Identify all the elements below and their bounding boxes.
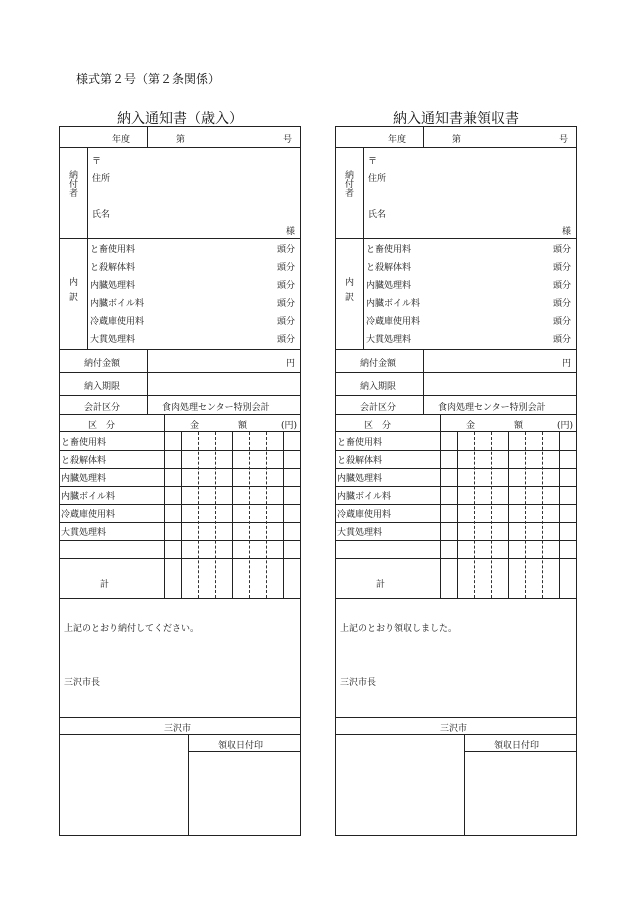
mayor-label: 三沢市長 xyxy=(340,678,377,688)
fee-row-label: 冷蔵庫使用料 xyxy=(61,510,116,520)
kin-label: 金 xyxy=(190,421,200,431)
nendo-label: 年度 xyxy=(112,135,131,145)
unit-label: 頭分 xyxy=(552,335,571,345)
sama-label: 様 xyxy=(561,227,571,237)
breakdown-label: 内訳 xyxy=(343,277,353,307)
deadline-row xyxy=(60,373,300,396)
form-title: 納入通知書兼領収書 xyxy=(393,111,519,127)
unit-label: 頭分 xyxy=(276,263,295,273)
city-label: 三沢市 xyxy=(164,724,192,734)
fee-label: 冷蔵庫使用料 xyxy=(90,317,145,327)
account-category-label: 会計区分 xyxy=(360,403,397,413)
fee-label: 内臓ボイル料 xyxy=(366,299,421,309)
total-label: 計 xyxy=(376,580,386,590)
fee-row-label: と畜使用料 xyxy=(61,438,107,448)
deadline-label: 納入期限 xyxy=(84,382,121,392)
dai-label: 第 xyxy=(452,135,462,145)
fee-label: と殺解体料 xyxy=(366,263,412,273)
fee-row-label: 内臓ボイル料 xyxy=(61,492,116,502)
account-row xyxy=(336,396,576,415)
gaku-label: 額 xyxy=(514,421,524,431)
mayor-label: 三沢市長 xyxy=(64,678,101,688)
fee-label: 内臓処理料 xyxy=(90,281,136,291)
notice-form-2 xyxy=(335,112,577,836)
dai-label: 第 xyxy=(176,135,186,145)
city-row xyxy=(60,718,300,735)
unit-label: 頭分 xyxy=(552,281,571,291)
name-label: 氏名 xyxy=(92,210,111,220)
account-row xyxy=(60,396,300,415)
yen-label: 円 xyxy=(285,359,295,369)
fiscal-year-row xyxy=(60,127,300,148)
fee-row-label: 内臓処理料 xyxy=(61,474,107,484)
kin-label: 金 xyxy=(466,421,476,431)
fee-row-label: 内臓ボイル料 xyxy=(337,492,392,502)
fiscal-year-row xyxy=(336,127,576,148)
form-title: 納入通知書（歳入） xyxy=(117,111,243,127)
message-section xyxy=(336,599,576,718)
fee-label: 大貫処理料 xyxy=(366,335,412,345)
unit-label: 頭分 xyxy=(276,317,295,327)
city-row xyxy=(336,718,576,735)
payer-section xyxy=(60,148,300,239)
breakdown-section xyxy=(336,239,576,350)
deadline-row xyxy=(336,373,576,396)
category-label: 区 分 xyxy=(88,421,116,431)
yen-label: 円 xyxy=(561,359,571,369)
fee-row-label: 大貫処理料 xyxy=(61,528,107,538)
account-category-label: 会計区分 xyxy=(84,403,121,413)
amount-grid xyxy=(60,432,300,599)
unit-label: 頭分 xyxy=(276,245,295,255)
go-label: 号 xyxy=(282,135,292,145)
account-value: 食肉処理センター特別会計 xyxy=(162,403,270,413)
grid-header-row xyxy=(60,415,300,432)
fee-label: と畜使用料 xyxy=(90,245,136,255)
fee-row-label: と殺解体料 xyxy=(61,456,107,466)
amount-due-label: 納付金額 xyxy=(84,359,121,369)
unit-label: 頭分 xyxy=(276,335,295,345)
form-number-header: 様式第２号（第２条関係） xyxy=(76,72,221,86)
breakdown-label: 内訳 xyxy=(67,277,77,307)
name-label: 氏名 xyxy=(368,210,387,220)
total-label: 計 xyxy=(100,580,110,590)
nendo-label: 年度 xyxy=(388,135,407,145)
unit-label: 頭分 xyxy=(276,281,295,291)
fee-label: と畜使用料 xyxy=(366,245,412,255)
fee-row-label: 大貫処理料 xyxy=(337,528,383,538)
amount-due-label: 納付金額 xyxy=(360,359,397,369)
stamp-section xyxy=(336,735,576,835)
yen-paren-label: (円) xyxy=(280,421,297,431)
unit-label: 頭分 xyxy=(552,317,571,327)
fee-label: 内臓ボイル料 xyxy=(90,299,145,309)
amount-due-row xyxy=(336,350,576,373)
receipt-stamp-label: 領収日付印 xyxy=(218,741,264,751)
fee-row-label: 内臓処理料 xyxy=(337,474,383,484)
grid-header-row xyxy=(336,415,576,432)
amount-due-row xyxy=(60,350,300,373)
go-label: 号 xyxy=(558,135,568,145)
city-label: 三沢市 xyxy=(440,724,468,734)
form-box xyxy=(335,126,577,836)
postal-mark: 〒 xyxy=(92,157,102,167)
stamp-message: 上記のとおり領収しました。 xyxy=(340,624,458,634)
notice-form-1 xyxy=(59,112,301,836)
unit-label: 頭分 xyxy=(552,299,571,309)
amount-grid xyxy=(336,432,576,599)
account-value: 食肉処理センター特別会計 xyxy=(438,403,546,413)
fee-row-label: と殺解体料 xyxy=(337,456,383,466)
category-label: 区 分 xyxy=(364,421,392,431)
deadline-label: 納入期限 xyxy=(360,382,397,392)
message-section xyxy=(60,599,300,718)
form-box xyxy=(59,126,301,836)
address-label: 住所 xyxy=(92,174,111,184)
gaku-label: 額 xyxy=(238,421,248,431)
stamp-section xyxy=(60,735,300,835)
fee-label: 大貫処理料 xyxy=(90,335,136,345)
fee-row-label: 冷蔵庫使用料 xyxy=(337,510,392,520)
receipt-stamp-label: 領収日付印 xyxy=(494,741,540,751)
fee-label: 冷蔵庫使用料 xyxy=(366,317,421,327)
fee-label: と殺解体料 xyxy=(90,263,136,273)
yen-paren-label: (円) xyxy=(556,421,573,431)
payer-section xyxy=(336,148,576,239)
stamp-message: 上記のとおり納付してください。 xyxy=(64,624,200,634)
payer-label: 納付者 xyxy=(343,170,353,197)
unit-label: 頭分 xyxy=(552,263,571,273)
postal-mark: 〒 xyxy=(368,157,378,167)
unit-label: 頭分 xyxy=(552,245,571,255)
fee-row-label: と畜使用料 xyxy=(337,438,383,448)
breakdown-section xyxy=(60,239,300,350)
fee-label: 内臓処理料 xyxy=(366,281,412,291)
address-label: 住所 xyxy=(368,174,387,184)
payer-label: 納付者 xyxy=(67,170,77,197)
unit-label: 頭分 xyxy=(276,299,295,309)
sama-label: 様 xyxy=(285,227,295,237)
